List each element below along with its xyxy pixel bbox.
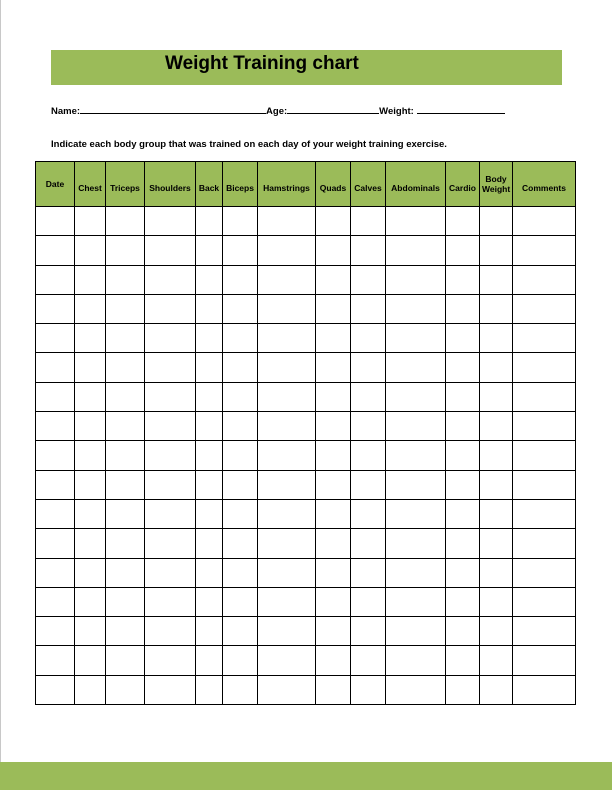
table-cell[interactable] (258, 499, 316, 528)
table-cell[interactable] (351, 558, 386, 587)
table-cell[interactable] (446, 353, 480, 382)
table-cell[interactable] (145, 529, 196, 558)
col-header-date: Date (36, 162, 75, 207)
table-cell[interactable] (75, 265, 106, 294)
table-row (36, 675, 576, 704)
table-cell[interactable] (513, 499, 576, 528)
table-row (36, 529, 576, 558)
table-cell[interactable] (351, 499, 386, 528)
table-cell[interactable] (145, 587, 196, 616)
table-cell[interactable] (36, 382, 75, 411)
table-cell[interactable] (106, 646, 145, 675)
table-cell[interactable] (316, 324, 351, 353)
table-cell[interactable] (106, 587, 145, 616)
col-header-quads: Quads (316, 162, 351, 207)
table-cell[interactable] (386, 265, 446, 294)
table-cell[interactable] (145, 558, 196, 587)
table-cell[interactable] (446, 587, 480, 616)
table-cell[interactable] (223, 558, 258, 587)
table-cell[interactable] (446, 265, 480, 294)
age-field[interactable] (287, 104, 379, 114)
col-header-body-weight: Body Weight (480, 162, 513, 207)
instruction-text: Indicate each body group that was trained on each day of your weight training exercise. (51, 139, 447, 150)
table-cell[interactable] (446, 382, 480, 411)
table-row (36, 587, 576, 616)
table-cell[interactable] (513, 675, 576, 704)
table-cell[interactable] (75, 441, 106, 470)
training-table (35, 161, 576, 705)
table-cell[interactable] (386, 617, 446, 646)
table-cell[interactable] (316, 646, 351, 675)
table-cell[interactable] (480, 617, 513, 646)
col-header-hamstrings: Hamstrings (258, 162, 316, 207)
table-cell[interactable] (351, 529, 386, 558)
table-cell[interactable] (36, 236, 75, 265)
table-cell[interactable] (513, 324, 576, 353)
table-cell[interactable] (258, 353, 316, 382)
table-cell[interactable] (386, 470, 446, 499)
table-cell[interactable] (145, 412, 196, 441)
weight-field[interactable] (417, 104, 505, 114)
title-banner (51, 50, 562, 85)
table-cell[interactable] (36, 617, 75, 646)
table-row (36, 499, 576, 528)
table-cell[interactable] (351, 382, 386, 411)
table-cell[interactable] (106, 382, 145, 411)
table-cell[interactable] (386, 353, 446, 382)
table-cell[interactable] (145, 617, 196, 646)
table-cell[interactable] (480, 207, 513, 236)
page-edge (0, 0, 1, 790)
table-cell[interactable] (196, 207, 223, 236)
table-cell[interactable] (258, 382, 316, 411)
table-row (36, 412, 576, 441)
table-cell[interactable] (75, 558, 106, 587)
table-cell[interactable] (106, 499, 145, 528)
table-cell[interactable] (145, 236, 196, 265)
table-cell[interactable] (75, 587, 106, 616)
table-cell[interactable] (446, 294, 480, 323)
table-cell[interactable] (386, 324, 446, 353)
table-cell[interactable] (196, 646, 223, 675)
table-cell[interactable] (316, 587, 351, 616)
table-cell[interactable] (223, 587, 258, 616)
table-cell[interactable] (106, 207, 145, 236)
table-cell[interactable] (513, 470, 576, 499)
table-cell[interactable] (258, 265, 316, 294)
table-cell[interactable] (513, 382, 576, 411)
table-cell[interactable] (196, 617, 223, 646)
table-cell[interactable] (223, 617, 258, 646)
col-header-chest: Chest (75, 162, 106, 207)
table-cell[interactable] (75, 412, 106, 441)
table-cell[interactable] (480, 236, 513, 265)
table-cell[interactable] (196, 382, 223, 411)
table-cell[interactable] (513, 265, 576, 294)
table-cell[interactable] (480, 499, 513, 528)
table-cell[interactable] (223, 353, 258, 382)
table-row (36, 353, 576, 382)
table-cell[interactable] (351, 675, 386, 704)
col-header-back: Back (196, 162, 223, 207)
table-cell[interactable] (446, 499, 480, 528)
table-cell[interactable] (196, 558, 223, 587)
table-cell[interactable] (316, 236, 351, 265)
table-cell[interactable] (106, 441, 145, 470)
table-cell[interactable] (513, 441, 576, 470)
table-cell[interactable] (223, 324, 258, 353)
table-cell[interactable] (75, 294, 106, 323)
weight-label: Weight: (379, 106, 414, 117)
table-cell[interactable] (446, 412, 480, 441)
table-cell[interactable] (145, 324, 196, 353)
col-header-abdominals: Abdominals (386, 162, 446, 207)
table-cell[interactable] (446, 441, 480, 470)
table-cell[interactable] (351, 294, 386, 323)
table-cell[interactable] (316, 558, 351, 587)
table-cell[interactable] (223, 412, 258, 441)
name-label: Name: (51, 106, 81, 117)
table-cell[interactable] (446, 617, 480, 646)
table-row (36, 470, 576, 499)
table-cell[interactable] (351, 646, 386, 675)
table-cell[interactable] (316, 675, 351, 704)
table-cell[interactable] (145, 353, 196, 382)
table-cell[interactable] (75, 675, 106, 704)
table-cell[interactable] (480, 353, 513, 382)
table-cell[interactable] (351, 617, 386, 646)
table-cell[interactable] (106, 412, 145, 441)
table-cell[interactable] (316, 412, 351, 441)
age-label: Age: (266, 106, 288, 117)
table-cell[interactable] (75, 617, 106, 646)
table-cell[interactable] (106, 353, 145, 382)
table-row (36, 441, 576, 470)
table-cell[interactable] (36, 412, 75, 441)
table-cell[interactable] (145, 470, 196, 499)
table-cell[interactable] (351, 324, 386, 353)
table-cell[interactable] (316, 499, 351, 528)
table-cell[interactable] (513, 646, 576, 675)
table-cell[interactable] (75, 353, 106, 382)
table-cell[interactable] (480, 529, 513, 558)
table-cell[interactable] (196, 499, 223, 528)
table-cell[interactable] (480, 675, 513, 704)
table-cell[interactable] (258, 441, 316, 470)
table-cell[interactable] (446, 529, 480, 558)
name-field[interactable] (80, 104, 266, 114)
table-cell[interactable] (386, 499, 446, 528)
info-line (51, 104, 505, 117)
table-cell[interactable] (196, 587, 223, 616)
table-cell[interactable] (106, 617, 145, 646)
table-cell[interactable] (36, 470, 75, 499)
col-header-biceps: Biceps (223, 162, 258, 207)
table-cell[interactable] (480, 265, 513, 294)
table-cell[interactable] (75, 470, 106, 499)
table-cell[interactable] (36, 294, 75, 323)
table-cell[interactable] (258, 207, 316, 236)
table-cell[interactable] (316, 382, 351, 411)
table-cell[interactable] (446, 324, 480, 353)
table-cell[interactable] (106, 558, 145, 587)
table-cell[interactable] (513, 236, 576, 265)
table-cell[interactable] (446, 558, 480, 587)
table-cell[interactable] (480, 470, 513, 499)
table-cell[interactable] (316, 294, 351, 323)
table-cell[interactable] (36, 207, 75, 236)
table-cell[interactable] (223, 470, 258, 499)
table-cell[interactable] (196, 412, 223, 441)
table-cell[interactable] (196, 236, 223, 265)
table-cell[interactable] (386, 294, 446, 323)
col-header-shoulders: Shoulders (145, 162, 196, 207)
table-row (36, 382, 576, 411)
table-cell[interactable] (196, 441, 223, 470)
table-cell[interactable] (223, 529, 258, 558)
table-row (36, 265, 576, 294)
table-cell[interactable] (351, 265, 386, 294)
table-row (36, 294, 576, 323)
table-cell[interactable] (223, 294, 258, 323)
table-cell[interactable] (145, 675, 196, 704)
table-cell[interactable] (386, 587, 446, 616)
table-cell[interactable] (446, 646, 480, 675)
table-cell[interactable] (258, 617, 316, 646)
table-cell[interactable] (513, 558, 576, 587)
table-row (36, 617, 576, 646)
table-cell[interactable] (386, 558, 446, 587)
table-cell[interactable] (480, 587, 513, 616)
table-cell[interactable] (513, 412, 576, 441)
table-cell[interactable] (351, 470, 386, 499)
table-cell[interactable] (258, 470, 316, 499)
table-cell[interactable] (145, 441, 196, 470)
col-header-triceps: Triceps (106, 162, 145, 207)
table-cell[interactable] (196, 265, 223, 294)
table-row (36, 207, 576, 236)
table-cell[interactable] (513, 353, 576, 382)
table-cell[interactable] (145, 499, 196, 528)
table-cell[interactable] (258, 294, 316, 323)
table-cell[interactable] (513, 294, 576, 323)
table-cell[interactable] (316, 353, 351, 382)
table-cell[interactable] (513, 529, 576, 558)
table-cell[interactable] (106, 236, 145, 265)
table-cell[interactable] (196, 324, 223, 353)
table-cell[interactable] (386, 412, 446, 441)
table-cell[interactable] (258, 587, 316, 616)
table-cell[interactable] (480, 294, 513, 323)
table-cell[interactable] (36, 646, 75, 675)
table-cell[interactable] (106, 470, 145, 499)
table-cell[interactable] (75, 646, 106, 675)
col-header-calves: Calves (351, 162, 386, 207)
col-header-cardio: Cardio (446, 162, 480, 207)
table-cell[interactable] (223, 441, 258, 470)
table-cell[interactable] (386, 646, 446, 675)
table-cell[interactable] (316, 470, 351, 499)
table-cell[interactable] (446, 470, 480, 499)
table-cell[interactable] (36, 529, 75, 558)
table-body (36, 207, 576, 705)
table-cell[interactable] (223, 675, 258, 704)
table-cell[interactable] (223, 499, 258, 528)
table-cell[interactable] (223, 382, 258, 411)
table-cell[interactable] (223, 236, 258, 265)
page-title: Weight Training chart (165, 53, 359, 74)
table-cell[interactable] (446, 236, 480, 265)
table-cell[interactable] (351, 207, 386, 236)
table-cell[interactable] (480, 324, 513, 353)
table-cell[interactable] (480, 646, 513, 675)
table-cell[interactable] (36, 499, 75, 528)
table-cell[interactable] (36, 324, 75, 353)
table-cell[interactable] (145, 294, 196, 323)
table-cell[interactable] (258, 646, 316, 675)
table-cell[interactable] (351, 587, 386, 616)
table-cell[interactable] (258, 324, 316, 353)
table-cell[interactable] (351, 353, 386, 382)
table-cell[interactable] (316, 617, 351, 646)
table-cell[interactable] (446, 675, 480, 704)
table-cell[interactable] (36, 265, 75, 294)
table-cell[interactable] (480, 412, 513, 441)
table-cell[interactable] (196, 675, 223, 704)
table-cell[interactable] (386, 529, 446, 558)
table-cell[interactable] (386, 675, 446, 704)
table-cell[interactable] (258, 529, 316, 558)
table-cell[interactable] (75, 324, 106, 353)
table-cell[interactable] (386, 441, 446, 470)
footer-banner (0, 762, 612, 790)
table-cell[interactable] (196, 294, 223, 323)
table-row (36, 324, 576, 353)
table-cell[interactable] (480, 441, 513, 470)
table-cell[interactable] (351, 441, 386, 470)
table-cell[interactable] (145, 382, 196, 411)
table-cell[interactable] (223, 646, 258, 675)
table-cell[interactable] (145, 265, 196, 294)
table-cell[interactable] (106, 294, 145, 323)
table-cell[interactable] (36, 353, 75, 382)
table-cell[interactable] (513, 617, 576, 646)
table-cell[interactable] (316, 441, 351, 470)
table-cell[interactable] (196, 470, 223, 499)
table-cell[interactable] (258, 675, 316, 704)
table-cell[interactable] (223, 265, 258, 294)
table-cell[interactable] (36, 558, 75, 587)
table-cell[interactable] (36, 675, 75, 704)
table-cell[interactable] (316, 265, 351, 294)
table-cell[interactable] (513, 207, 576, 236)
table-cell[interactable] (258, 558, 316, 587)
table-cell[interactable] (36, 441, 75, 470)
table-cell[interactable] (75, 207, 106, 236)
table-cell[interactable] (196, 353, 223, 382)
table-cell[interactable] (75, 236, 106, 265)
table-cell[interactable] (386, 236, 446, 265)
table-cell[interactable] (316, 529, 351, 558)
table-cell[interactable] (223, 207, 258, 236)
table-cell[interactable] (351, 236, 386, 265)
table-cell[interactable] (351, 412, 386, 441)
table-cell[interactable] (480, 558, 513, 587)
header-row (36, 162, 576, 207)
table-row (36, 646, 576, 675)
table-cell[interactable] (196, 529, 223, 558)
table-cell[interactable] (36, 587, 75, 616)
table-row (36, 558, 576, 587)
col-header-comments: Comments (513, 162, 576, 207)
table-cell[interactable] (258, 412, 316, 441)
table-cell[interactable] (386, 382, 446, 411)
table-cell[interactable] (145, 207, 196, 236)
table-cell[interactable] (386, 207, 446, 236)
table-cell[interactable] (316, 207, 351, 236)
table-cell[interactable] (258, 236, 316, 265)
table-cell[interactable] (446, 207, 480, 236)
table-cell[interactable] (513, 587, 576, 616)
table-cell[interactable] (145, 646, 196, 675)
table-row (36, 236, 576, 265)
table-cell[interactable] (106, 324, 145, 353)
table-cell[interactable] (75, 499, 106, 528)
table-cell[interactable] (106, 675, 145, 704)
table-cell[interactable] (106, 529, 145, 558)
table-cell[interactable] (106, 265, 145, 294)
table-cell[interactable] (75, 382, 106, 411)
table-cell[interactable] (480, 382, 513, 411)
table-cell[interactable] (75, 529, 106, 558)
